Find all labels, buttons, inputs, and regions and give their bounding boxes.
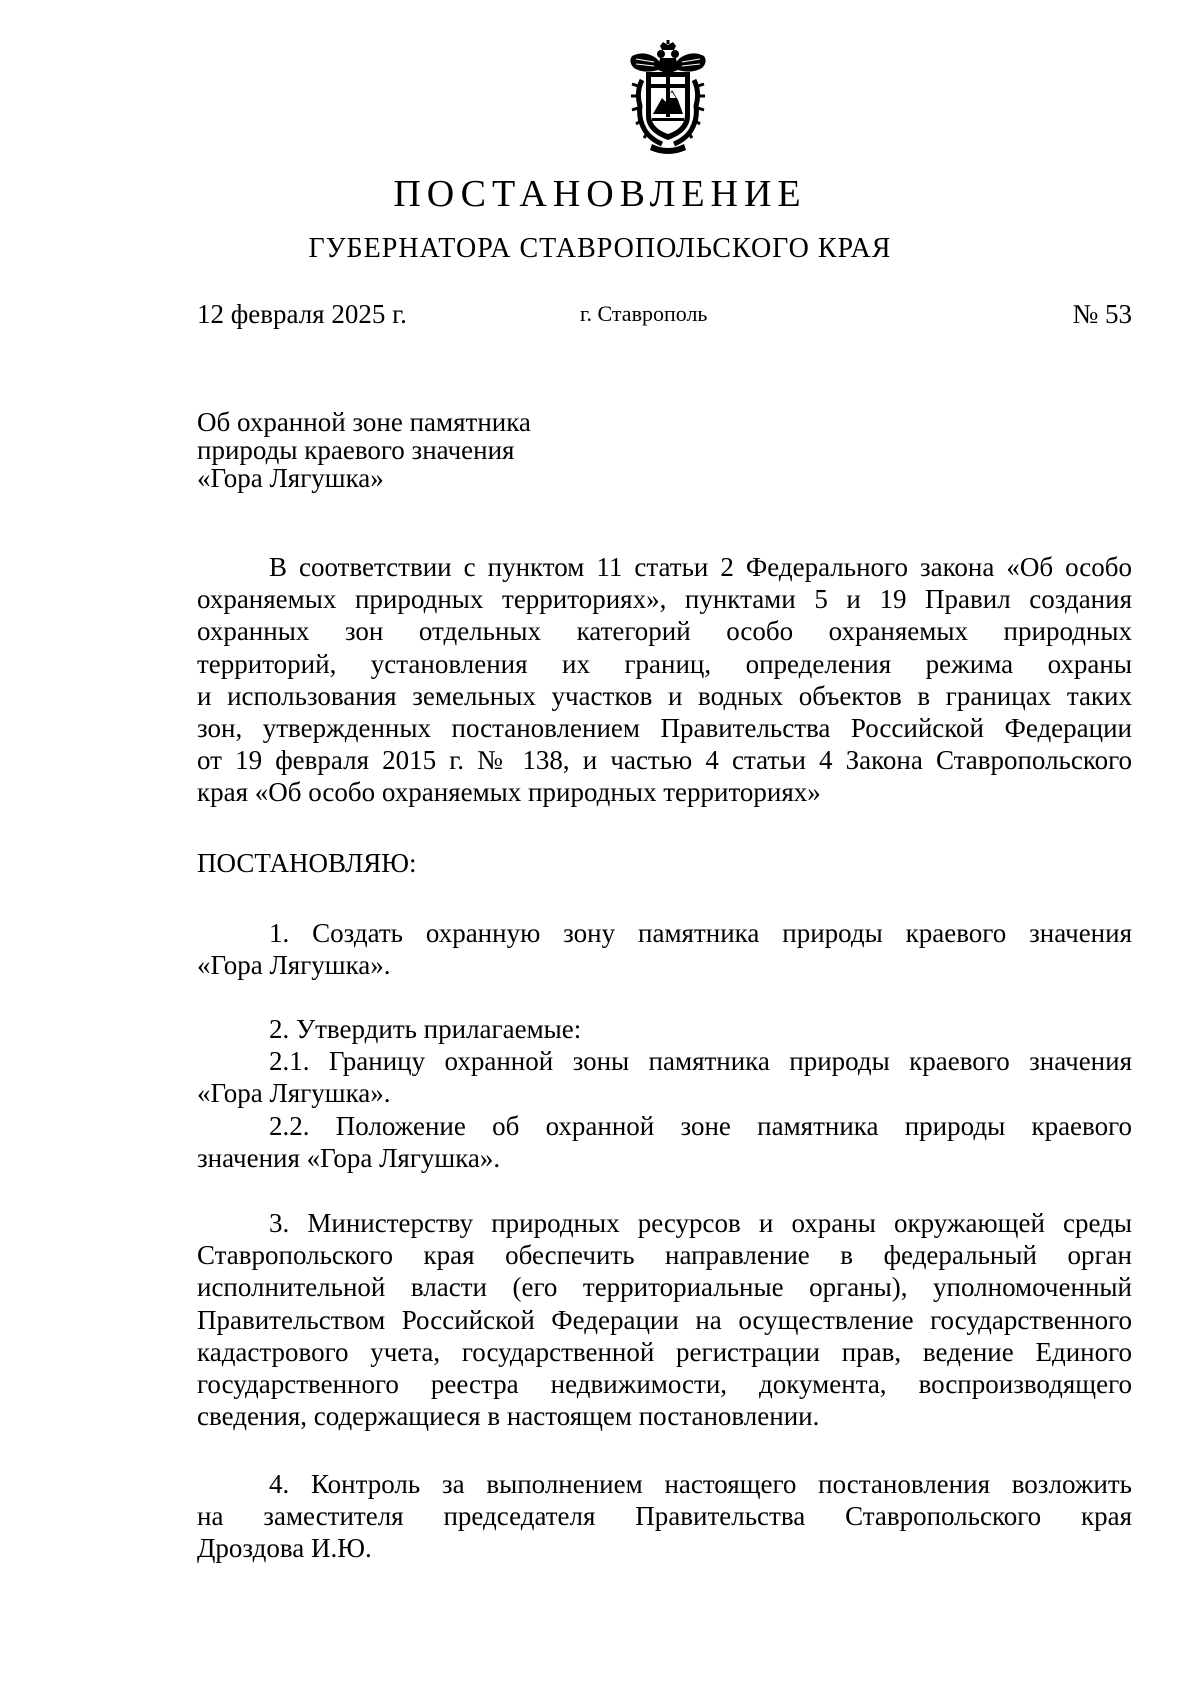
item-2-2-paragraph	[197, 1110, 1132, 1174]
text-line: «Гора Лягушка».	[197, 1078, 391, 1109]
text-line: на заместителя председателя Правительства Ставропольского края	[197, 1501, 1132, 1532]
text-line: края «Об особо охраняемых природных территориях»	[197, 777, 821, 808]
text-line: сведения, содержащиеся в настоящем постановлении.	[197, 1401, 820, 1432]
text-line: государственного реестра недвижимости, документа, воспроизводящего	[197, 1369, 1132, 1400]
item-3-paragraph	[197, 1207, 1132, 1432]
document-title: ПОСТАНОВЛЕНИЕ	[393, 173, 807, 215]
item-2-1-paragraph	[197, 1045, 1132, 1109]
item-4-paragraph	[197, 1468, 1132, 1565]
text-line: охраняемых природных территориях», пунктами 5 и 19 Правил создания	[197, 584, 1132, 615]
subject-line: Об охранной зоне памятника	[197, 407, 531, 437]
text-line: охранных зон отдельных категорий особо охраняемых природных	[197, 616, 1132, 647]
subject-line: «Гора Лягушка»	[197, 463, 384, 493]
document-date: 12 февраля 2025 г.	[197, 299, 407, 329]
text-line: 2.1. Границу охранной зоны памятника природы краевого значения	[269, 1046, 1132, 1076]
document-city: г. Ставрополь	[580, 301, 708, 326]
text-line: Правительством Российской Федерации на осуществление государственного	[197, 1304, 1132, 1335]
text-line: 3. Министерству природных ресурсов и охраны окружающей среды	[269, 1208, 1132, 1238]
text-line: 1. Создать охранную зону памятника природы краевого значения	[269, 918, 1132, 948]
text-line: кадастрового учета, государственной регистрации прав, ведение Единого	[197, 1336, 1132, 1367]
text-line: территорий, установления их границ, определения режима охраны	[197, 648, 1132, 679]
text-line: Ставропольского края обеспечить направление в федеральный орган	[197, 1240, 1132, 1271]
decree-word: ПОСТАНОВЛЯЮ:	[197, 848, 417, 878]
text-line: 4. Контроль за выполнением настоящего постановления возложить	[269, 1469, 1132, 1499]
text-line: значения «Гора Лягушка».	[197, 1143, 501, 1174]
text-line: 2. Утвердить прилагаемые:	[269, 1014, 582, 1044]
document-number: № 53	[1072, 299, 1132, 329]
text-line: от 19 февраля 2015 г. № 138, и частью 4 статьи 4 Закона Ставропольского	[197, 745, 1132, 776]
document-subject	[197, 408, 531, 492]
document-subtitle: ГУБЕРНАТОРА СТАВРОПОЛЬСКОГО КРАЯ	[308, 233, 892, 264]
subject-line: природы краевого значения	[197, 435, 515, 465]
document-meta	[197, 297, 1132, 331]
text-line: Дроздова И.Ю.	[197, 1533, 372, 1564]
text-line: и использования земельных участков и водных объектов в границах таких	[197, 680, 1132, 711]
preamble-paragraph	[197, 551, 1132, 809]
text-line: «Гора Лягушка».	[197, 950, 391, 981]
item-2-paragraph	[197, 1013, 1132, 1045]
item-1-paragraph	[197, 917, 1132, 981]
text-line: исполнительной власти (его территориальные органы), уполномоченный	[197, 1272, 1132, 1303]
text-line: зон, утвержденных постановлением Правительства Российской Федерации	[197, 713, 1132, 744]
text-line: 2.2. Положение об охранной зоне памятника природы краевого	[269, 1111, 1132, 1141]
text-line: В соответствии с пунктом 11 статьи 2 Федерального закона «Об особо	[269, 552, 1132, 582]
coat-of-arms-icon	[622, 40, 714, 156]
